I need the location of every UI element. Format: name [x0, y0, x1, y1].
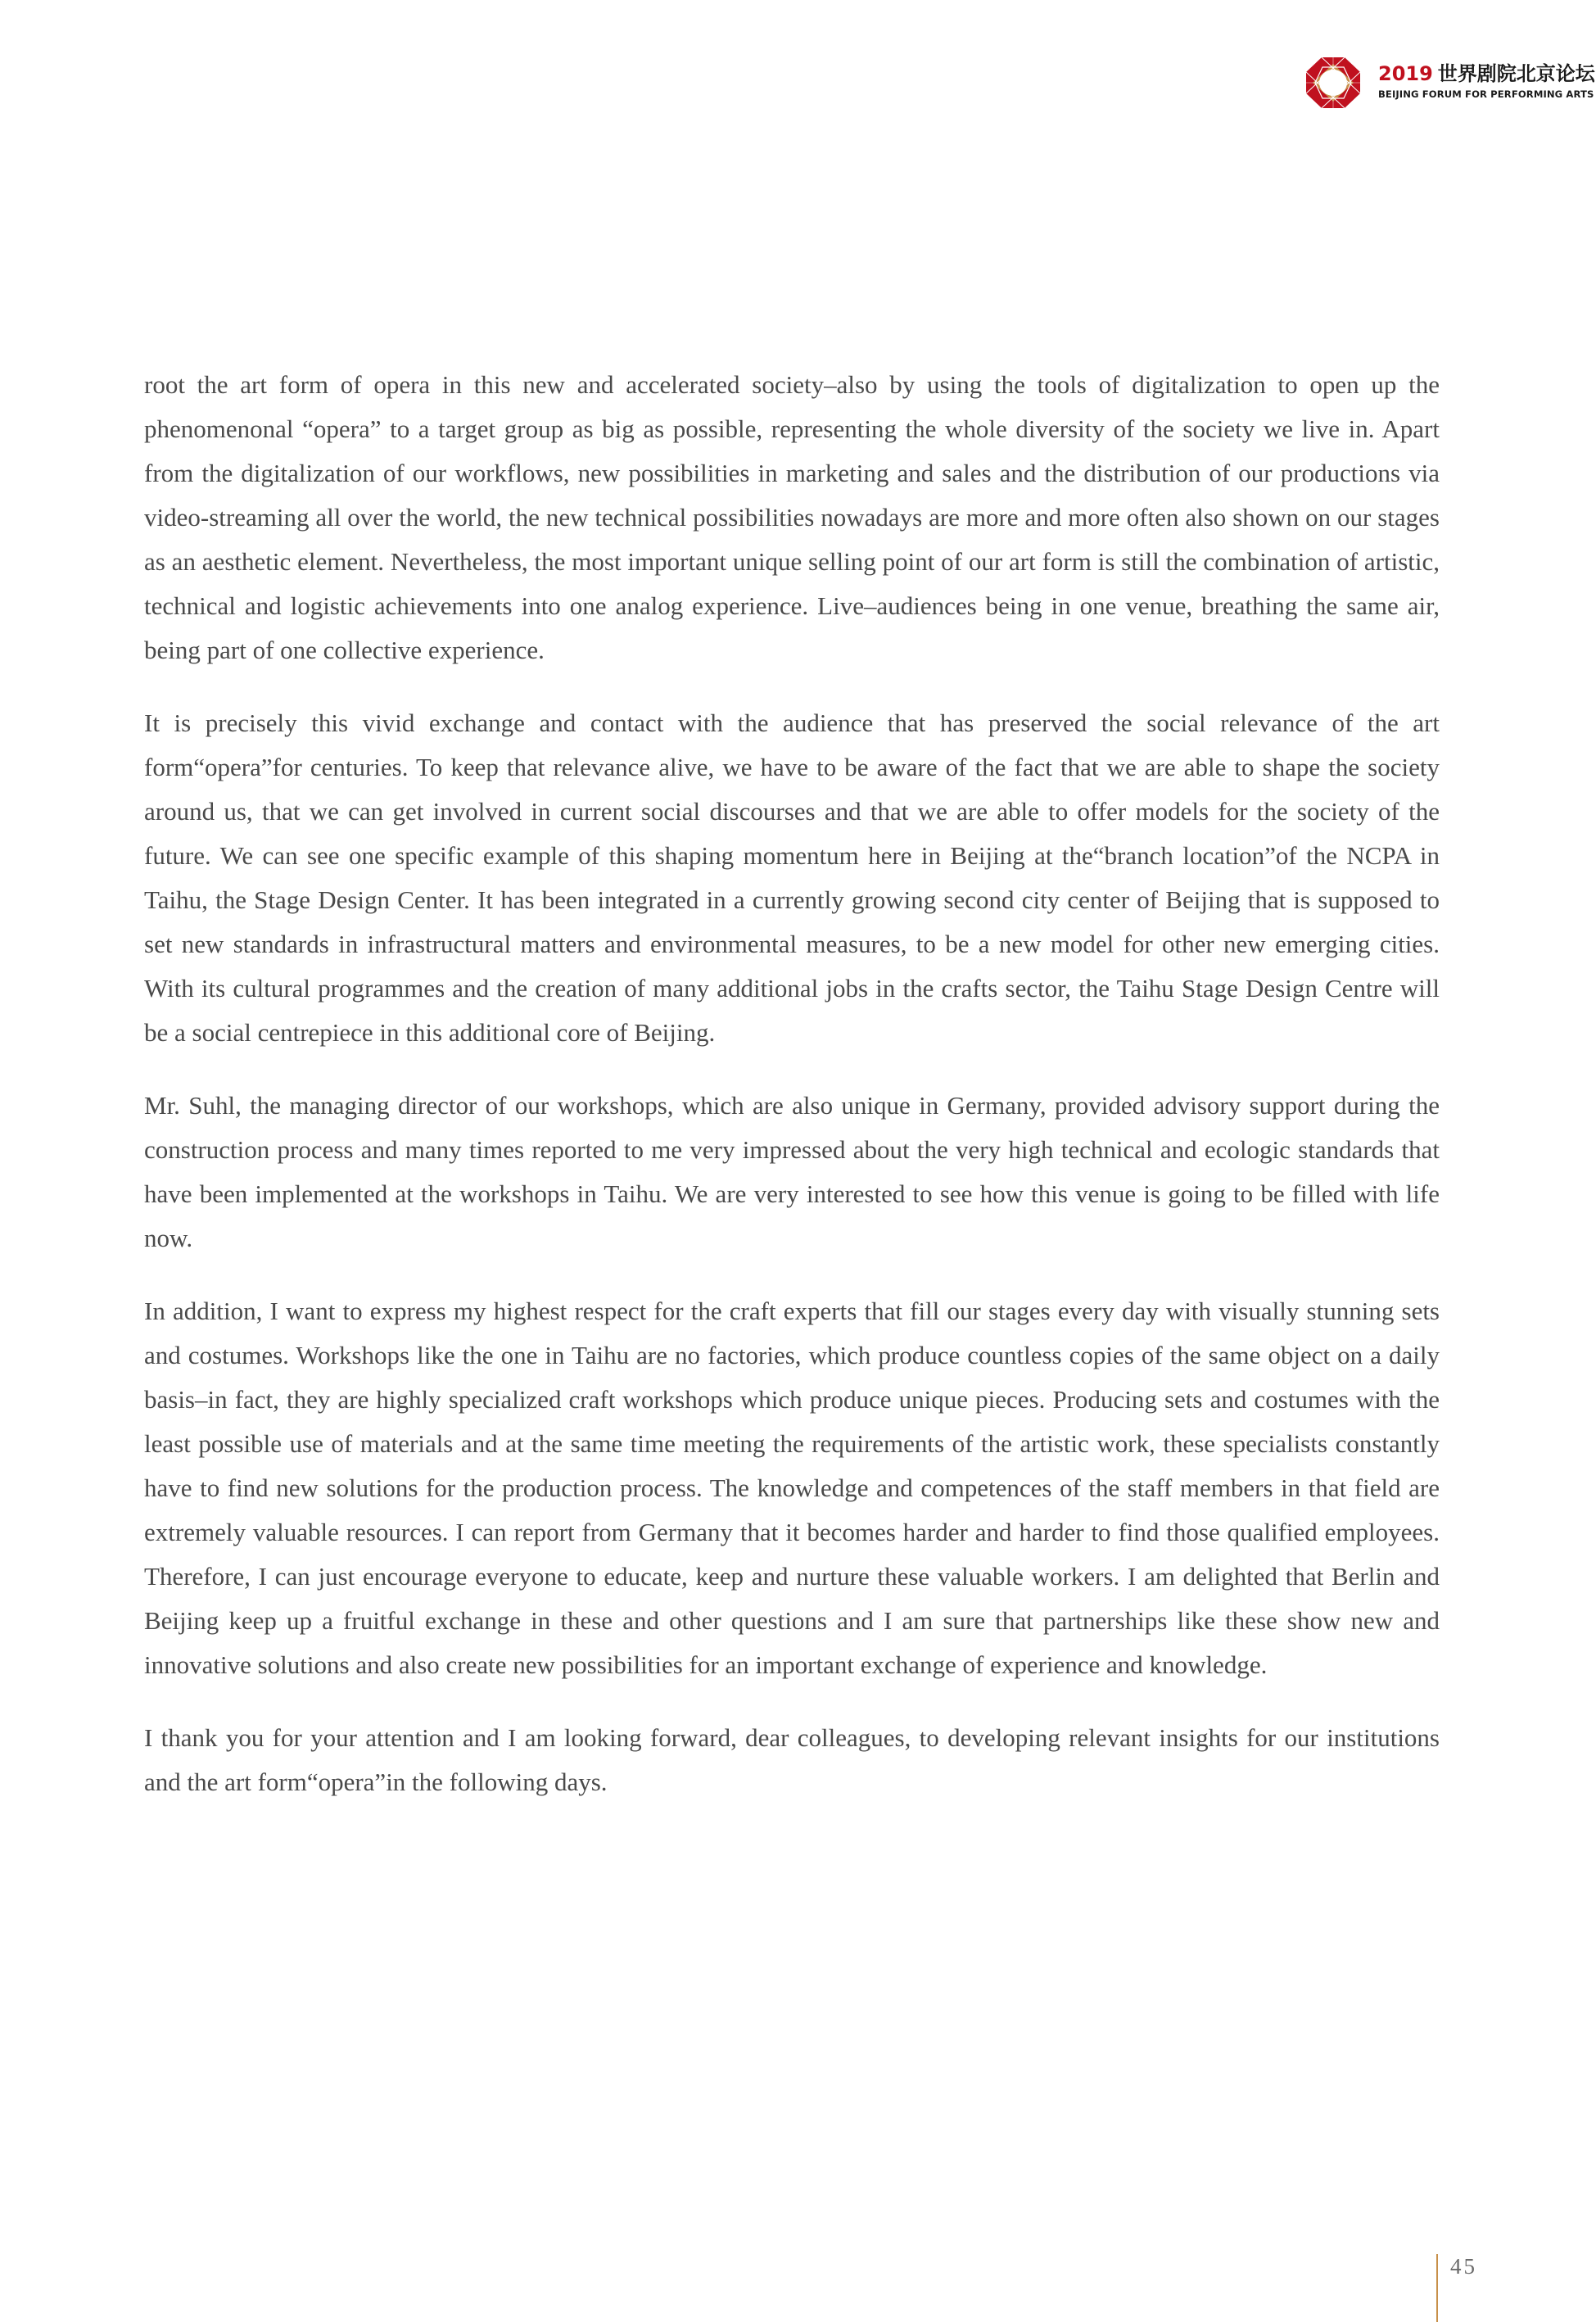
- logo-subtitle: BEIJING FORUM FOR PERFORMING ARTS: [1378, 88, 1594, 100]
- body-text: [144, 363, 1440, 1833]
- forum-logo: [1306, 56, 1593, 110]
- paragraph: In addition, I want to express my highest respect for the craft experts that fill our stages every day with visually stunning sets and costumes. Workshops like the one in Taihu are no factories, which produce countless copies of the same object on a daily basis–in fact, they are highly specialized craft workshops which produce unique pieces. Producing sets and costumes with the least possible use of materials and at the same time meeting the requirements of the artistic work, these specialists constantly have to find new solutions for the production process. The knowledge and competences of the staff members in that field are extremely valuable resources. I can report from Germany that it becomes harder and harder to find those qualified employees. Therefore, I can just encourage everyone to educate, keep and nurture these valuable workers. I am delighted that Berlin and Beijing keep up a fruitful exchange in these and other questions and I am sure that partnerships like these show new and innovative solutions and also create new possibilities for an important exchange of experience and knowledge.: [144, 1297, 1440, 1679]
- paragraph: root the art form of opera in this new and accelerated society–also by using the tools of digitalization to open up the phenomenonal “opera” to a target group as big as possible, representing the whole diversity of the society we live in. Apart from the digitalization of our workflows, new possibilities in marketing and sales and the distribution of our productions via video-streaming all over the world, the new technical possibilities nowadays are more and more often also shown on our stages as an aesthetic element. Nevertheless, the most important unique selling point of our art form is still the combination of artistic, technical and logistic achievements into one analog experience. Live–audiences being in one venue, breathing the same air, being part of one collective experience.: [144, 370, 1440, 664]
- logo-year: 2019: [1378, 62, 1433, 85]
- paragraph: I thank you for your attention and I am looking forward, dear colleagues, to developing relevant insights for our institutions and the art form“opera”in the following days.: [144, 1723, 1440, 1796]
- logo-title-cn: 世界剧院北京论坛: [1437, 62, 1595, 85]
- page-number-divider: [1436, 2254, 1438, 2322]
- octagon-logo-icon: [1306, 57, 1360, 108]
- page-number: 45: [1450, 2254, 1477, 2279]
- paragraph: It is precisely this vivid exchange and contact with the audience that has preserved the social relevance of the art form“opera”for centuries. To keep that relevance alive, we have to be aware of the fact that we are able to shape the society around us, that we can get involved in current social discourses and that we are able to offer models for the society of the future. We can see one specific example of this shaping momentum here in Beijing at the“branch location”of the NCPA in Taihu, the Stage Design Center. It has been integrated in a currently growing second city center of Beijing that is supposed to set new standards in infrastructural matters and environmental measures, to be a new model for other new emerging cities. With its cultural programmes and the creation of many additional jobs in the crafts sector, the Taihu Stage Design Centre will be a social centrepiece in this additional core of Beijing.: [144, 708, 1440, 1047]
- logo-title: [1378, 62, 1595, 85]
- paragraph: Mr. Suhl, the managing director of our workshops, which are also unique in Germany, provided advisory support during the construction process and many times reported to me very impressed about the very high technical and ecologic standards that have been implemented at the workshops in Taihu. We are very interested to see how this venue is going to be filled with life now.: [144, 1091, 1440, 1252]
